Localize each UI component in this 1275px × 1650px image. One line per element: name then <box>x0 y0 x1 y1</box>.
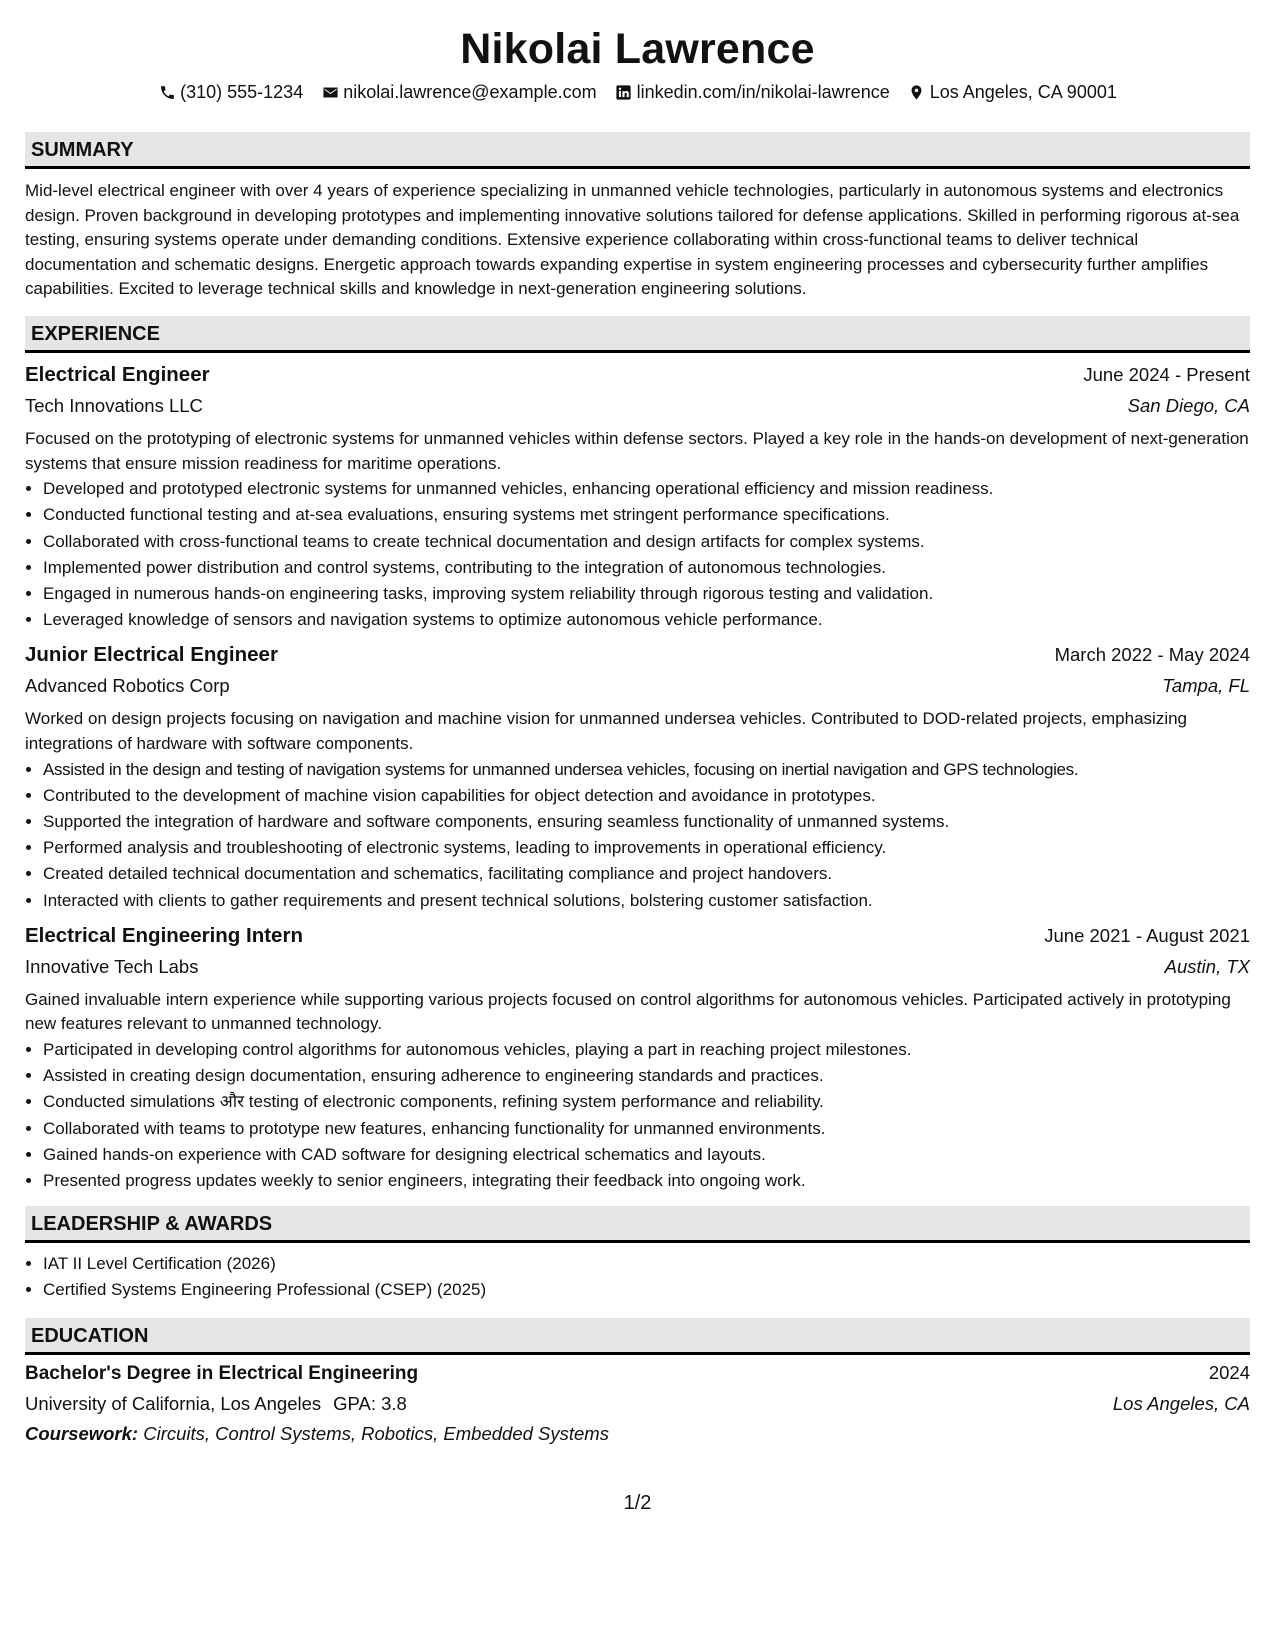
job-location: Austin, TX <box>1164 955 1250 977</box>
education-gpa: GPA: 3.8 <box>333 1392 407 1414</box>
education-location: Los Angeles, CA <box>1112 1392 1250 1414</box>
job-entry <box>25 920 1250 1194</box>
contact-linkedin[interactable] <box>615 80 890 104</box>
job-bullet: • Presented progress updates weekly to senior engineers, integrating their feedback into ongoing work. <box>43 1168 1250 1194</box>
award-item: • IAT II Level Certification (2026) <box>43 1251 1250 1277</box>
map-pin-icon <box>908 83 926 101</box>
education-coursework <box>25 1419 1250 1449</box>
contact-location-text: Los Angeles, CA 90001 <box>929 82 1117 102</box>
section-header-awards: LEADERSHIP & AWARDS <box>25 1206 1250 1243</box>
job-location: San Diego, CA <box>1127 394 1250 416</box>
contact-phone-text: (310) 555-1234 <box>180 82 304 102</box>
section-header-summary: SUMMARY <box>25 132 1250 169</box>
education-degree: Bachelor's Degree in Electrical Engineering <box>25 1362 419 1384</box>
job-bullets <box>25 476 1250 633</box>
job-bullet: • Leveraged knowledge of sensors and navigation systems to optimize autonomous vehicle performance. <box>43 607 1250 633</box>
coursework-label: Coursework: <box>25 1422 139 1444</box>
job-bullet: • Supported the integration of hardware and software components, ensuring seamless functionality of unmanned systems. <box>43 809 1250 835</box>
coursework-list: Circuits, Control Systems, Robotics, Embedded Systems <box>143 1422 609 1444</box>
job-description: Focused on the prototyping of electronic systems for unmanned vehicles within defense sectors. Played a key role in the hands-on development of next-generation systems that ensure mission readiness for maritime operations. <box>25 428 1249 473</box>
job-bullet: • Participated in developing control algorithms for autonomous vehicles, playing a part in reaching project milestones. <box>43 1037 1250 1063</box>
job-bullet: • Assisted in the design and testing of navigation systems for unmanned undersea vehicles, focusing on inertial navigation and GPS technologies. <box>43 757 1250 783</box>
job-entry <box>25 359 1250 633</box>
envelope-icon <box>321 83 339 101</box>
contact-bar <box>25 80 1250 104</box>
job-bullet: • Performed analysis and troubleshooting of electronic systems, leading to improvements in operational efficiency. <box>43 835 1250 861</box>
summary-text: Mid-level electrical engineer with over 4 years of experience specializing in unmanned vehicle technologies, particularly in autonomous systems and electronics design. Proven background in developing prototypes and implementing innovative solutions tailored for defense applications. Skilled in performing rigorous at-sea testing, ensuring systems operate under demanding conditions. Extensive experience collaborating within cross-functional teams to deliver technical documentation and schematic designs. Energetic approach towards expanding expertise in system engineering processes and cybersecurity further amplifies capabilities. Excited to leverage technical skills and knowledge in next-generation engineering solutions. <box>25 181 1240 299</box>
job-title: Electrical Engineer <box>25 362 210 386</box>
contact-phone <box>158 80 303 104</box>
job-title: Junior Electrical Engineer <box>25 643 278 667</box>
page-number: 1/2 <box>623 1492 652 1514</box>
contact-email-text[interactable]: nikolai.lawrence@example.com <box>343 82 597 102</box>
section-header-education: EDUCATION <box>25 1318 1250 1355</box>
job-bullet: • Assisted in creating design documentation, ensuring adherence to engineering standards and practices. <box>43 1063 1250 1089</box>
job-bullet: • Collaborated with teams to prototype new features, enhancing functionality for unmanned environments. <box>43 1116 1250 1142</box>
job-dates: March 2022 - May 2024 <box>1054 644 1250 666</box>
contact-linkedin-text[interactable]: linkedin.com/in/nikolai-lawrence <box>636 82 890 102</box>
job-bullet: • Gained hands-on experience with CAD software for designing electrical schematics and layouts. <box>43 1142 1250 1168</box>
job-bullets <box>25 1037 1250 1194</box>
resume-page <box>25 0 1250 1449</box>
contact-email[interactable] <box>321 80 596 104</box>
education-year: 2024 <box>1208 1361 1250 1383</box>
education-school: University of California, Los Angeles <box>25 1392 322 1414</box>
job-bullet: • Created detailed technical documentation and schematics, facilitating compliance and project handovers. <box>43 861 1250 887</box>
job-dates: June 2024 - Present <box>1083 363 1250 385</box>
job-location: Tampa, FL <box>1162 675 1250 697</box>
job-bullet: • Conducted functional testing and at-sea evaluations, ensuring systems met stringent performance specifications. <box>43 502 1250 528</box>
job-entry <box>25 639 1250 913</box>
job-description: Gained invaluable intern experience while supporting various projects focused on control algorithms for autonomous vehicles. Participated actively in prototyping new features relevant to unmanned technology. <box>25 989 1231 1034</box>
section-header-experience: EXPERIENCE <box>25 316 1250 353</box>
job-bullet: • Collaborated with cross-functional teams to create technical documentation and design artifacts for complex systems. <box>43 529 1250 555</box>
job-bullet: • Interacted with clients to gather requirements and present technical solutions, bolstering customer satisfaction. <box>43 888 1250 914</box>
awards-list <box>25 1251 1250 1303</box>
job-company: Innovative Tech Labs <box>25 955 199 977</box>
contact-location <box>908 80 1117 104</box>
job-description: Worked on design projects focusing on navigation and machine vision for unmanned undersea vehicles. Contributed to DOD-related projects, emphasizing integrations of hardware with software components. <box>25 709 1188 753</box>
job-bullet: • Developed and prototyped electronic systems for unmanned vehicles, enhancing operational efficiency and mission readiness. <box>43 476 1250 502</box>
job-bullet: • Implemented power distribution and control systems, contributing to the integration of autonomous technologies. <box>43 555 1250 581</box>
job-bullet: • Engaged in numerous hands-on engineering tasks, improving system reliability through rigorous testing and validation. <box>43 581 1250 607</box>
job-bullet: • Conducted simulations और testing of electronic components, refining system performance and reliability. <box>43 1089 1250 1115</box>
job-title: Electrical Engineering Intern <box>25 923 303 947</box>
job-bullets <box>25 757 1250 914</box>
phone-icon <box>158 83 176 101</box>
job-dates: June 2021 - August 2021 <box>1044 924 1250 946</box>
job-bullet: • Contributed to the development of machine vision capabilities for object detection and avoidance in prototypes. <box>43 783 1250 809</box>
job-company: Tech Innovations LLC <box>25 394 203 416</box>
job-company: Advanced Robotics Corp <box>25 675 230 697</box>
linkedin-icon <box>615 83 633 101</box>
award-item: • Certified Systems Engineering Professional (CSEP) (2025) <box>43 1277 1250 1303</box>
candidate-name: Nikolai Lawrence <box>460 25 815 73</box>
